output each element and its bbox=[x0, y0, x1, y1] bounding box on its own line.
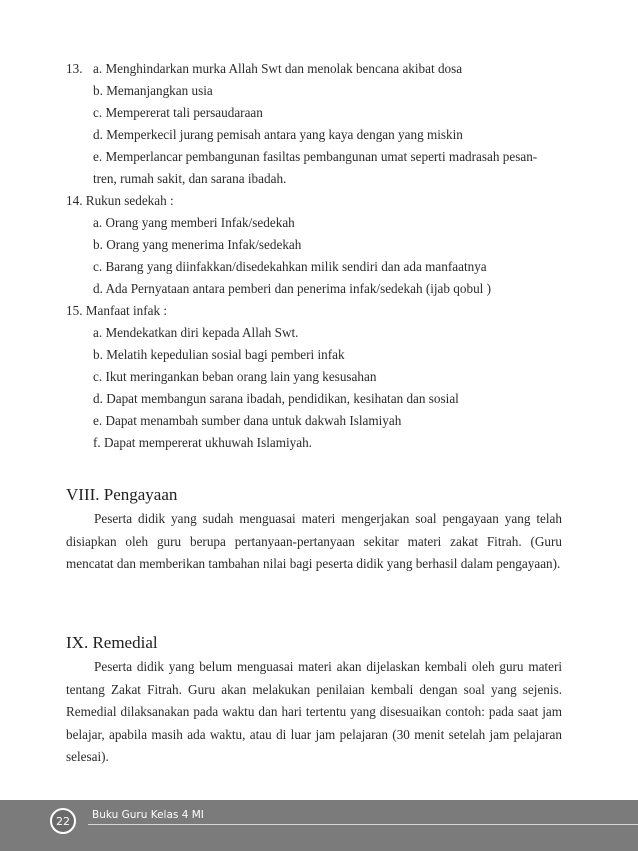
q13-option-e-line1: e. Memperlancar pembangunan fasiltas pembangunan umat seperti madrasah pesan- bbox=[93, 149, 538, 164]
q13-option-c: c. Mempererat tali persaudaraan bbox=[93, 105, 263, 120]
q13-option-e-line2: tren, rumah sakit, dan sarana ibadah. bbox=[93, 171, 287, 186]
footer-rule bbox=[88, 824, 638, 825]
section-viii-body: Peserta didik yang sudah menguasai materi mengerjakan soal pengayaan yang telah disiapkan oleh guru berupa pertanyaan-pertanyaan sekitar materi zakat Fitrah. (Guru mencatat dan memberikan tambahan nilai bagi peserta didik yang berhasil dalam pengayaan). bbox=[66, 511, 562, 571]
section-ix-paragraph bbox=[66, 656, 562, 769]
q14-option-d: d. Ada Pernyataan antara pemberi dan penerima infak/sedekah (ijab qobul ) bbox=[93, 281, 492, 296]
footer-book-title: Buku Guru Kelas 4 MI bbox=[92, 809, 204, 821]
q15-option-e: e. Dapat menambah sumber dana untuk dakwah Islamiyah bbox=[93, 413, 402, 428]
q15-option-b: b. Melatih kepedulian sosial bagi pemberi infak bbox=[93, 347, 345, 362]
q15-option-c: c. Ikut meringankan beban orang lain yang kesusahan bbox=[93, 369, 377, 384]
q15-option-f: f. Dapat mempererat ukhuwah Islamiyah. bbox=[93, 435, 312, 450]
section-ix-body: Peserta didik yang belum menguasai materi akan dijelaskan kembali oleh guru materi tentang Zakat Fitrah. Guru akan melakukan penilaian kembali dengan soal yang sejenis. Remedial dilaksanakan pada waktu dan hari tertentu yang disesuaikan contoh: pada saat jam belajar, apabila masih ada waktu, atau di luar jam pelajaran (30 menit setelah jam pelajaran selesai). bbox=[66, 659, 562, 764]
q15-title: 15. Manfaat infak : bbox=[66, 303, 168, 318]
q14-option-b: b. Orang yang menerima Infak/sedekah bbox=[93, 237, 302, 252]
q13-option-b: b. Memanjangkan usia bbox=[93, 83, 213, 98]
q15-option-a: a. Mendekatkan diri kepada Allah Swt. bbox=[93, 325, 299, 340]
page-number-badge bbox=[50, 808, 76, 834]
q14-option-a: a. Orang yang memberi Infak/sedekah bbox=[93, 215, 295, 230]
footer-divider bbox=[0, 798, 638, 800]
q15-option-d: d. Dapat membangun sarana ibadah, pendidikan, kesihatan dan sosial bbox=[93, 391, 459, 406]
section-ix-heading: IX. Remedial bbox=[66, 633, 158, 652]
q13-option-a: a. Menghindarkan murka Allah Swt dan menolak bencana akibat dosa bbox=[93, 61, 463, 76]
q14-title: 14. Rukun sedekah : bbox=[66, 193, 174, 208]
q14-option-c: c. Barang yang diinfakkan/disedekahkan milik sendiri dan ada manfaatnya bbox=[93, 259, 487, 274]
q13-option-d: d. Memperkecil jurang pemisah antara yang kaya dengan yang miskin bbox=[93, 127, 463, 142]
q13-number: 13. bbox=[66, 61, 83, 76]
section-viii-paragraph bbox=[66, 508, 562, 576]
page-number: 22 bbox=[56, 814, 70, 828]
section-viii-heading: VIII. Pengayaan bbox=[66, 485, 178, 504]
